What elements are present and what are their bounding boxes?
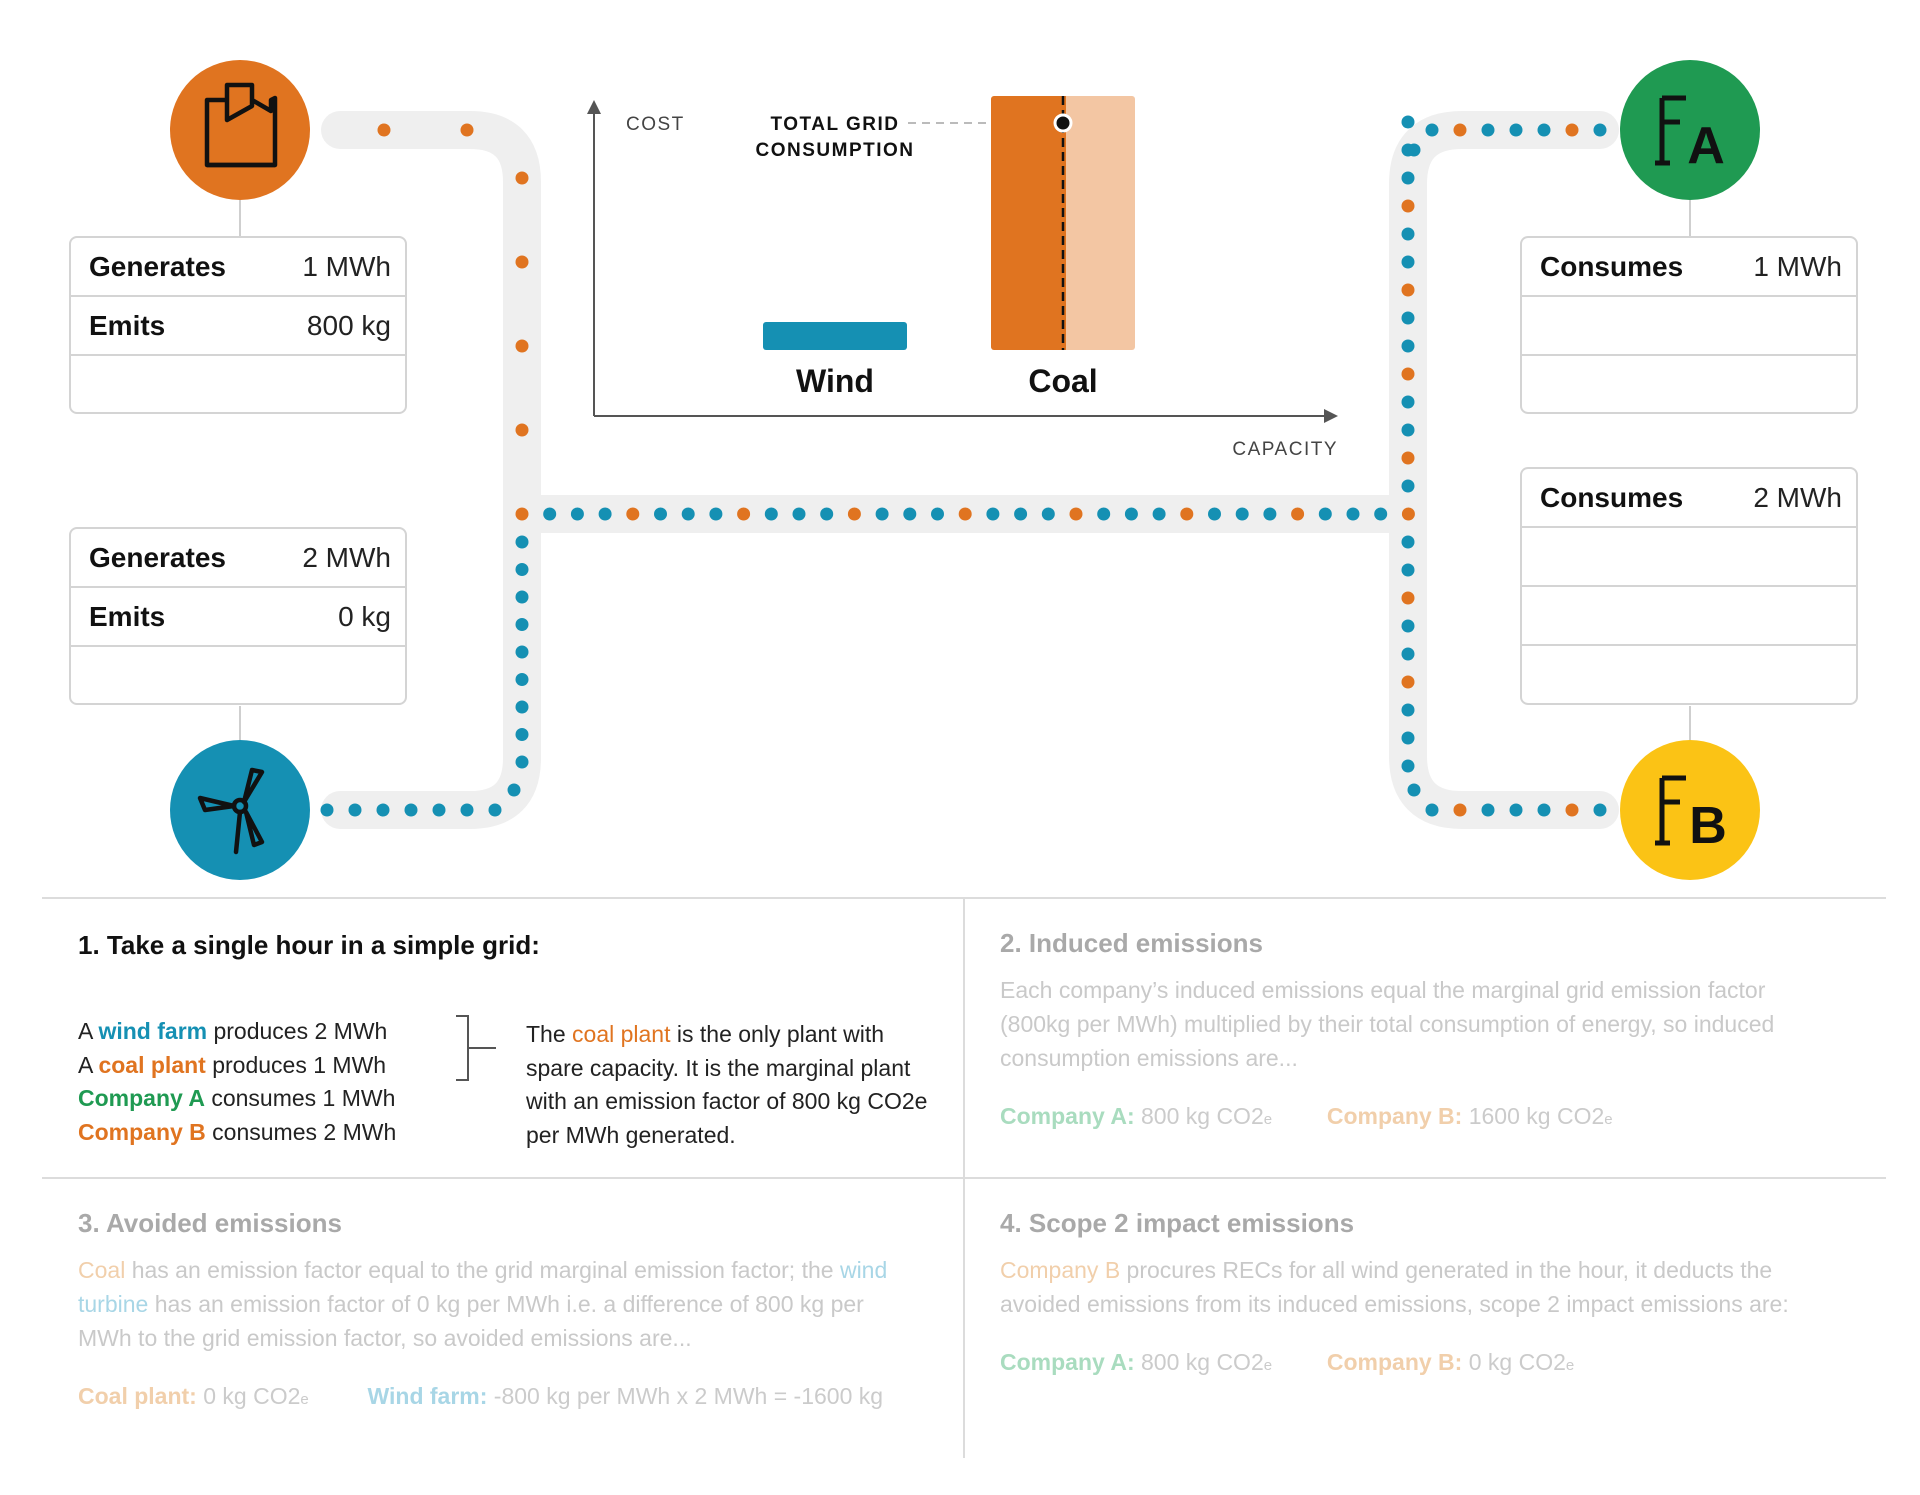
wind-energy-dot [1153,508,1166,521]
wind-farm-result-value: -800 kg per MWh x 2 MWh = -1600 kg [487,1383,884,1409]
coal-energy-dot [1402,284,1415,297]
company-b-result-label: Company B: [1326,1103,1463,1129]
wind-energy-dot [1402,760,1415,773]
coal-energy-dot [1291,508,1304,521]
wind-energy-dot [765,508,778,521]
card-row-empty [1522,587,1856,646]
x-axis-label: CAPACITY [1232,439,1338,460]
wind-energy-dot [1402,396,1415,409]
panel-4-text [1000,1253,1840,1321]
company-b-result-label: Company B: [1326,1349,1463,1375]
coal-energy-dot [1402,452,1415,465]
list-item [78,1015,458,1049]
coal-bar-label: Coal [1028,363,1098,399]
coal-energy-dot [1454,124,1467,137]
wind-farm-result-label: Wind farm: [367,1383,488,1409]
panel-3-results [78,1383,938,1410]
panel-4-scope2-impact [1000,1208,1860,1376]
panel-1-list [78,1015,458,1149]
coal-energy-dot [1402,592,1415,605]
card-label: Generates [89,541,226,573]
panel-3-text-part: has an emission factor of 0 kg per MWh i.e. a difference of 800 kg per MWh to the grid emission factor, so avoided emissions are... [78,1291,864,1351]
wind-energy-dot [1042,508,1055,521]
panel-3-text-part: has an emission factor equal to the grid marginal emission factor; the [125,1257,840,1283]
card-row-empty [71,356,405,415]
wind-energy-dot [508,784,521,797]
wind-energy-dot [321,804,334,817]
panel-1-simple-grid [78,930,938,961]
coal-energy-dot [516,172,529,185]
panel-2-title: 2. Induced emissions [1000,928,1263,958]
wind-energy-dot [516,618,529,631]
wind-energy-dot [516,646,529,659]
wind-energy-dot [682,508,695,521]
coal-energy-dot [737,508,750,521]
coal-energy-dot [959,508,972,521]
company-b-result-value: 1600 kg CO2 [1462,1103,1605,1129]
factory-icon [170,60,310,200]
wind-energy-dot [876,508,889,521]
company-a-result-label: Company A: [1000,1103,1135,1129]
wind-energy-dot [1510,124,1523,137]
wind-energy-dot [903,508,916,521]
wind-energy-dot [1482,124,1495,137]
wind-energy-dot [1402,312,1415,325]
wind-farm-highlight: wind farm [98,1018,208,1044]
coal-energy-dot [1402,676,1415,689]
company-a-building-icon [1620,60,1760,200]
coal-energy-dot [1566,804,1579,817]
wind-energy-dot [709,508,722,521]
wind-energy-dot [1408,144,1421,157]
wind-energy-dot [1408,784,1421,797]
wind-energy-dot [516,756,529,769]
chart-axes [594,110,1326,416]
wind-energy-dot [1402,564,1415,577]
list-item-pre: A [78,1051,99,1078]
wind-energy-dot [516,701,529,714]
company-a-result-value: 800 kg CO2 [1134,1349,1264,1375]
wind-energy-dot [1426,124,1439,137]
company-b-card [1520,467,1858,705]
card-row-empty [71,647,405,706]
wind-bar [763,322,907,350]
company-b-result-value: 0 kg CO2 [1462,1349,1566,1375]
wind-energy-dot [1594,804,1607,817]
y-axis-label: COST [626,114,685,135]
coal-energy-dot [1402,200,1415,213]
coal-energy-dot [516,424,529,437]
wind-energy-dot [1402,732,1415,745]
list-item-post: produces 1 MWh [205,1051,387,1078]
panel-2-induced-emissions [1000,928,1860,1130]
svg-text:B: B [1689,797,1727,855]
wind-farm-card [69,527,407,705]
card-connectors [240,200,1690,740]
panel-4-title: 4. Scope 2 impact emissions [1000,1208,1355,1238]
wind-energy-dot [1347,508,1360,521]
card-row-empty [1522,297,1856,356]
wind-energy-dot [820,508,833,521]
coal-bar-used [991,96,1063,350]
company-a-card [1520,236,1858,414]
coal-energy-dot [516,508,529,521]
wind-energy-dot [1402,172,1415,185]
company-b-highlight: Company B [1000,1257,1121,1283]
coal-energy-dot [516,256,529,269]
wind-energy-dot [516,563,529,576]
wind-energy-dot [1402,116,1415,129]
coal-highlight: Coal [78,1257,126,1283]
card-value: 1 MWh [1753,250,1842,282]
coal-energy-dot [1180,508,1193,521]
total-grid-label-1: TOTAL GRID [770,114,900,135]
wind-energy-dot [1236,508,1249,521]
wind-energy-dot [489,804,502,817]
list-item [78,1082,458,1116]
coal-energy-dot [626,508,639,521]
wind-energy-dot [1263,508,1276,521]
card-row [71,238,405,297]
wind-energy-dot [516,673,529,686]
company-a-result-value: 800 kg CO2 [1134,1103,1264,1129]
panel-2-text: Each company’s induced emissions equal the marginal grid emission factor (800kg per MWh) multiplied by their total consumption of energy, so induced consumption emissions are... [1000,977,1775,1071]
wind-turbine-icon [170,740,310,880]
list-item [78,1116,458,1150]
card-value: 1 MWh [302,250,391,282]
wind-energy-dot [1538,804,1551,817]
coal-energy-dot [378,124,391,137]
wind-energy-dot [1125,508,1138,521]
wind-energy-dot [516,728,529,741]
coal-plant-card [69,236,407,414]
x-axis-arrow [1324,409,1338,423]
wind-energy-dot [1402,256,1415,269]
wind-energy-dot [1594,124,1607,137]
explanation-post: is the only plant with spare capacity. It is the marginal plant with an emission factor of 800 kg CO2e per MWh generated. [526,1021,928,1148]
wind-turbine-highlight: wind turbine [78,1257,888,1317]
coal-energy-dot [1454,804,1467,817]
coal-energy-dot [1566,124,1579,137]
list-item [78,1049,458,1083]
coal-plant-result-label: Coal plant: [78,1383,197,1409]
co2e-subscript: e [1604,1111,1613,1128]
wind-energy-dot [654,508,667,521]
wind-energy-dot [571,508,584,521]
company-b-highlight: Company B [78,1118,206,1145]
card-label: Generates [89,250,226,282]
card-value: 2 MWh [1753,481,1842,513]
wind-energy-dot [1426,804,1439,817]
wind-energy-dot [1097,508,1110,521]
list-item-post: produces 2 MWh [207,1018,388,1044]
wind-energy-dot [349,804,362,817]
wind-energy-dot [1402,424,1415,437]
panel-1-explanation [526,1018,936,1152]
wind-energy-dot [516,536,529,549]
wind-energy-dot [1402,228,1415,241]
coal-energy-dot [1402,508,1415,521]
coal-energy-dot [461,124,474,137]
coal-plant-highlight: coal plant [572,1021,671,1047]
panel-3-text [78,1253,918,1355]
wind-energy-dot [1402,620,1415,633]
wind-energy-dot [1538,124,1551,137]
card-row-empty [1522,646,1856,705]
company-a-highlight: Company A [78,1085,205,1111]
panel-3-title: 3. Avoided emissions [78,1208,342,1238]
panel-1-title: 1. Take a single hour in a simple grid: [78,930,540,960]
company-a-result-label: Company A: [1000,1349,1135,1375]
card-value: 0 kg [338,600,391,632]
card-row [1522,469,1856,528]
co2e-subscript: e [1565,1357,1575,1374]
co2e-subscript: e [1263,1111,1273,1128]
wind-bar-label: Wind [796,363,874,399]
wind-energy-dot [1402,340,1415,353]
wind-energy-dot [1510,804,1523,817]
wind-energy-dot [1402,480,1415,493]
coal-energy-dot [1070,508,1083,521]
wind-energy-dot [599,508,612,521]
wind-energy-dot [793,508,806,521]
wind-energy-dot [516,591,529,604]
wind-energy-dot [1402,704,1415,717]
wind-energy-dot [433,804,446,817]
coal-energy-dot [848,508,861,521]
explanation-pre: The [526,1021,573,1047]
panel-3-avoided-emissions [78,1208,938,1410]
coal-bar-spare [1063,96,1135,350]
wind-energy-dot [986,508,999,521]
card-row [71,588,405,647]
svg-text:A: A [1687,117,1725,175]
wind-energy-dot [931,508,944,521]
card-value: 800 kg [306,309,391,341]
card-row [71,297,405,356]
card-label: Emits [89,600,166,632]
wind-energy-dot [1208,508,1221,521]
co2e-subscript: e [1263,1357,1273,1374]
card-row-empty [1522,356,1856,415]
y-axis-arrow [587,100,601,114]
card-label: Emits [89,309,166,341]
wind-energy-dot [377,804,390,817]
panel-4-text-part: procures RECs for all wind generated in the hour, it deducts the avoided emissions from its induced emissions, scope 2 impact emissions are: [1000,1257,1789,1317]
wind-energy-dot [1482,804,1495,817]
card-row-empty [1522,528,1856,587]
wind-energy-dot [405,804,418,817]
list-item-post: consumes 1 MWh [204,1085,396,1111]
coal-plant-result-value: 0 kg CO2 [196,1383,301,1409]
wind-energy-dot [1374,508,1387,521]
wind-energy-dot [461,804,474,817]
panel-2-results [1000,1103,1860,1130]
bracket [456,1016,496,1080]
card-row [71,529,405,588]
coal-energy-dot [516,340,529,353]
wind-energy-dot [543,508,556,521]
coal-energy-dot [1402,368,1415,381]
card-label: Consumes [1540,250,1684,282]
wind-energy-dot [1014,508,1027,521]
card-label: Consumes [1540,481,1684,513]
wind-energy-dot [1319,508,1332,521]
panel-4-results [1000,1349,1860,1376]
list-item-post: consumes 2 MWh [205,1118,397,1145]
card-value: 2 MWh [302,541,391,573]
consumption-marker [1055,115,1071,131]
wind-energy-dot [1402,536,1415,549]
total-grid-label-2: CONSUMPTION [755,140,915,161]
company-b-building-icon [1620,740,1760,880]
list-item-pre: A [78,1018,99,1044]
co2e-subscript: e [300,1391,309,1408]
wind-energy-dot [1402,648,1415,661]
card-row [1522,238,1856,297]
coal-plant-highlight: coal plant [98,1051,206,1078]
